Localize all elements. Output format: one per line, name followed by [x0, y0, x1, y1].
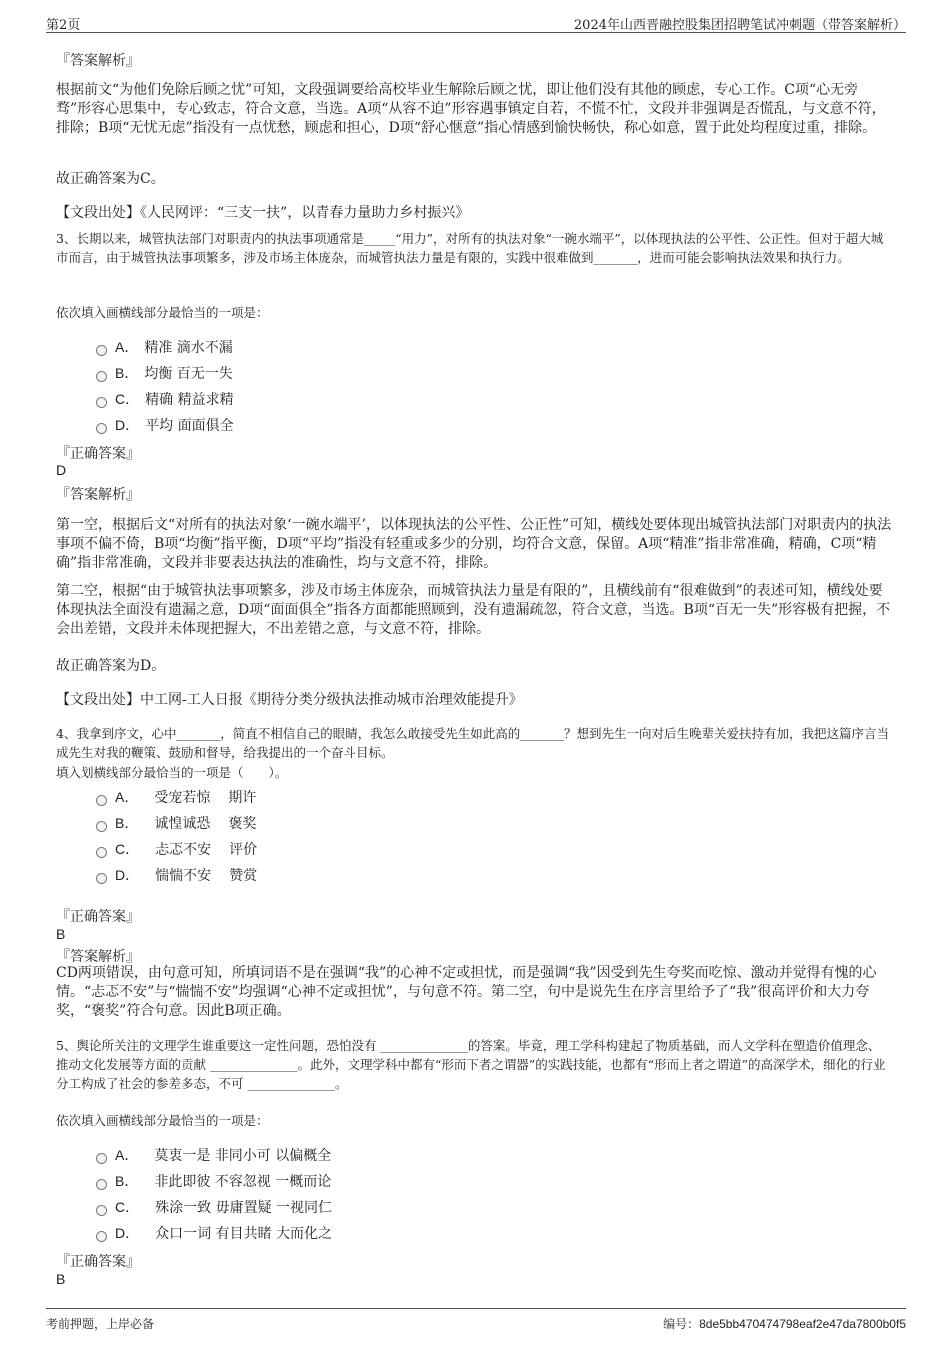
option-letter: D．: [115, 1225, 140, 1241]
q4-options: [96, 784, 596, 888]
document-title: 2024年山西晋融控股集团招聘笔试冲刺题（带答案解析）: [573, 18, 906, 33]
q3-source: 【文段出处】中工网-工人日报《期待分类分级执法推动城市治理效能提升》: [56, 692, 523, 708]
q2-source: 【文段出处】《人民网评：“三支一扶”，以青春力量助力乡村振兴》: [56, 205, 470, 221]
option-text: 非此即彼 不容忽视 一概而论: [154, 1174, 332, 1190]
q5-options: [96, 1142, 596, 1246]
option-letter: C．: [115, 1199, 140, 1215]
q3-analysis-label: 『答案解析』: [56, 487, 140, 503]
q3-prompt: 依次填入画横线部分最恰当的一项是：: [56, 305, 269, 320]
radio-button[interactable]: [96, 1179, 107, 1190]
document-serial-number: 编号：8de5bb470474798eaf2e47da7800b0f5: [663, 1317, 906, 1331]
option-word-1: 忐忑不安: [155, 842, 212, 858]
radio-button[interactable]: [96, 371, 107, 382]
q5-option-a[interactable]: [96, 1142, 596, 1168]
q4-option-a[interactable]: [96, 784, 596, 810]
q5-option-c[interactable]: [96, 1194, 596, 1220]
option-letter: A．: [115, 789, 139, 805]
option-letter: C．: [115, 391, 140, 407]
q3-option-b[interactable]: [96, 360, 596, 386]
radio-button[interactable]: [96, 345, 107, 356]
q4-option-c[interactable]: [96, 836, 596, 862]
option-letter: D．: [115, 417, 140, 433]
option-word-1: 受宠若惊: [154, 790, 211, 806]
radio-button[interactable]: [96, 821, 107, 832]
radio-button[interactable]: [96, 1231, 107, 1242]
q2-analysis-text: 根据前文“为他们免除后顾之忧”可知，文段强调要给高校毕业生解除后顾之忧，即让他们没有其他的顾虑，专心工作。C项“心无旁骛”形容心思集中，专心致志，符合文意，当选。A项“从容不迫”形容遇事镇定自若，不慌不忙，文段并非强调是否慌乱，与文意不符，排除；B项“无忧无虑”指没有一点忧愁，顾虑和担心，D项“舒心惬意”指心情感到愉快畅快，称心如意，置于此处均程度过重，排除。: [56, 82, 886, 136]
option-letter: D．: [115, 867, 140, 883]
radio-button[interactable]: [96, 795, 107, 806]
q4-analysis-label: 『答案解析』: [56, 949, 140, 965]
q3-conclusion: 故正确答案为D。: [56, 658, 166, 674]
option-letter: A．: [115, 339, 139, 355]
radio-button[interactable]: [96, 397, 107, 408]
option-text: 平均 面面俱全: [145, 418, 234, 434]
option-text: 精确 精益求精: [145, 392, 234, 408]
option-word-2: 评价: [229, 842, 258, 858]
option-letter: B．: [115, 1173, 139, 1189]
option-word-2: 褒奖: [228, 816, 257, 832]
option-letter: A．: [115, 1147, 139, 1163]
option-word-1: 诚惶诚恐: [154, 816, 211, 832]
option-text: 莫衷一是 非同小可 以偏概全: [154, 1148, 332, 1164]
q5-prompt: 依次填入画横线部分最恰当的一项是：: [56, 1113, 269, 1128]
q4-analysis-text: CD两项错误，由句意可知，所填词语不是在强调“我”的心神不定或担忧，而是强调“我”因受到先生夸奖而吃惊、激动并觉得有愧的心情。“忐忑不安”与“惴惴不安”均强调“心神不定或担忧”，与句意不符。第二空，句中是说先生在序言里给予了“我”很高评价和大力夸奖，“褒奖”符合句意。因此B项正确。: [56, 965, 877, 1019]
option-letter: C．: [115, 841, 140, 857]
footer-slogan: 考前押题，上岸必备: [46, 1317, 155, 1331]
page-header: [46, 12, 906, 33]
q3-analysis-p2: 第二空，根据“由于城管执法事项繁多，涉及市场主体庞杂，而城管执法力量是有限的”，且横线前有“很难做到”的表述可知，横线处要体现执法全面没有遗漏之意，D项“面面俱全”指各方面都能照顾到，没有遗漏疏忽，符合文意，当选。B项“百无一失”形容极有把握，不会出差错，文段并未体现把握大，不出差错之意，与文意不符，排除。: [56, 583, 891, 637]
option-word-1: 惴惴不安: [155, 868, 212, 884]
q3-answer: D: [56, 462, 67, 478]
q5-correct-label: 『正确答案』: [56, 1254, 140, 1270]
q4-option-b[interactable]: [96, 810, 596, 836]
radio-button[interactable]: [96, 847, 107, 858]
option-letter: B．: [115, 815, 139, 831]
q5-option-b[interactable]: [96, 1168, 596, 1194]
q3-options: [96, 334, 596, 438]
option-text: 均衡 百无一失: [144, 366, 233, 382]
page-footer: [46, 1308, 906, 1329]
q5-option-d[interactable]: [96, 1220, 596, 1246]
q4-prompt: 填入划横线部分最恰当的一项是（ ）。: [56, 765, 288, 780]
q4-correct-label: 『正确答案』: [56, 909, 140, 925]
q5-answer: B: [56, 1271, 66, 1287]
q3-correct-label: 『正确答案』: [56, 446, 140, 462]
radio-button[interactable]: [96, 1205, 107, 1216]
q3-option-a[interactable]: [96, 334, 596, 360]
radio-button[interactable]: [96, 1153, 107, 1164]
option-letter: B．: [115, 365, 139, 381]
q2-analysis-label: 『答案解析』: [56, 53, 140, 69]
q5-stem: 5、舆论所关注的文理学生谁重要这一定性问题，恐怕没有 ______________的答案。毕竟，理工学科构建起了物质基础，而人文学科在塑造价值理念、推动文化发展等方面的贡献 ______________。此外，文理学科中都有“形而下者之谓器”的实践技能，也都有“形而上者之谓道”的高深学术，细化的行业分工构成了社会的参差多态，不可 ______________。: [56, 1038, 886, 1091]
q4-answer: B: [56, 926, 66, 942]
q3-analysis-p1: 第一空，根据后文“对所有的执法对象‘一碗水端平’，以体现执法的公平性、公正性”可知，横线处要体现出城管执法部门对职责内的执法事项不偏不倚，B项“均衡”指平衡，D项“平均”指没有轻重或多少的分别，均符合文意，保留。A项“精准”指非常准确，精确，C项“精确”指非常准确，文段并非要表达执法的准确性，均与文意不符，排除。: [56, 517, 892, 571]
q3-stem: 3、长期以来，城管执法部门对职责内的执法事项通常是_____“用力”，对所有的执法对象“一碗水端平”，以体现执法的公平性、公正性。但对于超大城市而言，由于城管执法事项繁多，涉及市场主体庞杂，而城管执法力量是有限的，实践中很难做到_______，进而可能会影响执法效果和执行力。: [56, 231, 884, 265]
q4-option-d[interactable]: [96, 862, 596, 888]
option-word-2: 赞赏: [229, 868, 258, 884]
q4-stem: 4、我拿到序文，心中_______，简直不相信自己的眼睛，我怎么敢接受先生如此高的_______？想到先生一向对后生晚辈关爱扶持有加，我把这篇序言当成先生对我的鞭策、鼓励和督导，给我提出的一个奋斗目标。: [56, 726, 889, 760]
option-text: 殊涂一致 毋庸置疑 一视同仁: [155, 1200, 333, 1216]
option-word-2: 期许: [228, 790, 257, 806]
page-number: 第2页: [46, 18, 81, 33]
option-text: 精准 滴水不漏: [144, 340, 233, 356]
radio-button[interactable]: [96, 873, 107, 884]
q3-option-d[interactable]: [96, 412, 596, 438]
q3-option-c[interactable]: [96, 386, 596, 412]
radio-button[interactable]: [96, 423, 107, 434]
option-text: 众口一词 有目共睹 大而化之: [155, 1226, 333, 1242]
q2-conclusion: 故正确答案为C。: [56, 171, 165, 187]
